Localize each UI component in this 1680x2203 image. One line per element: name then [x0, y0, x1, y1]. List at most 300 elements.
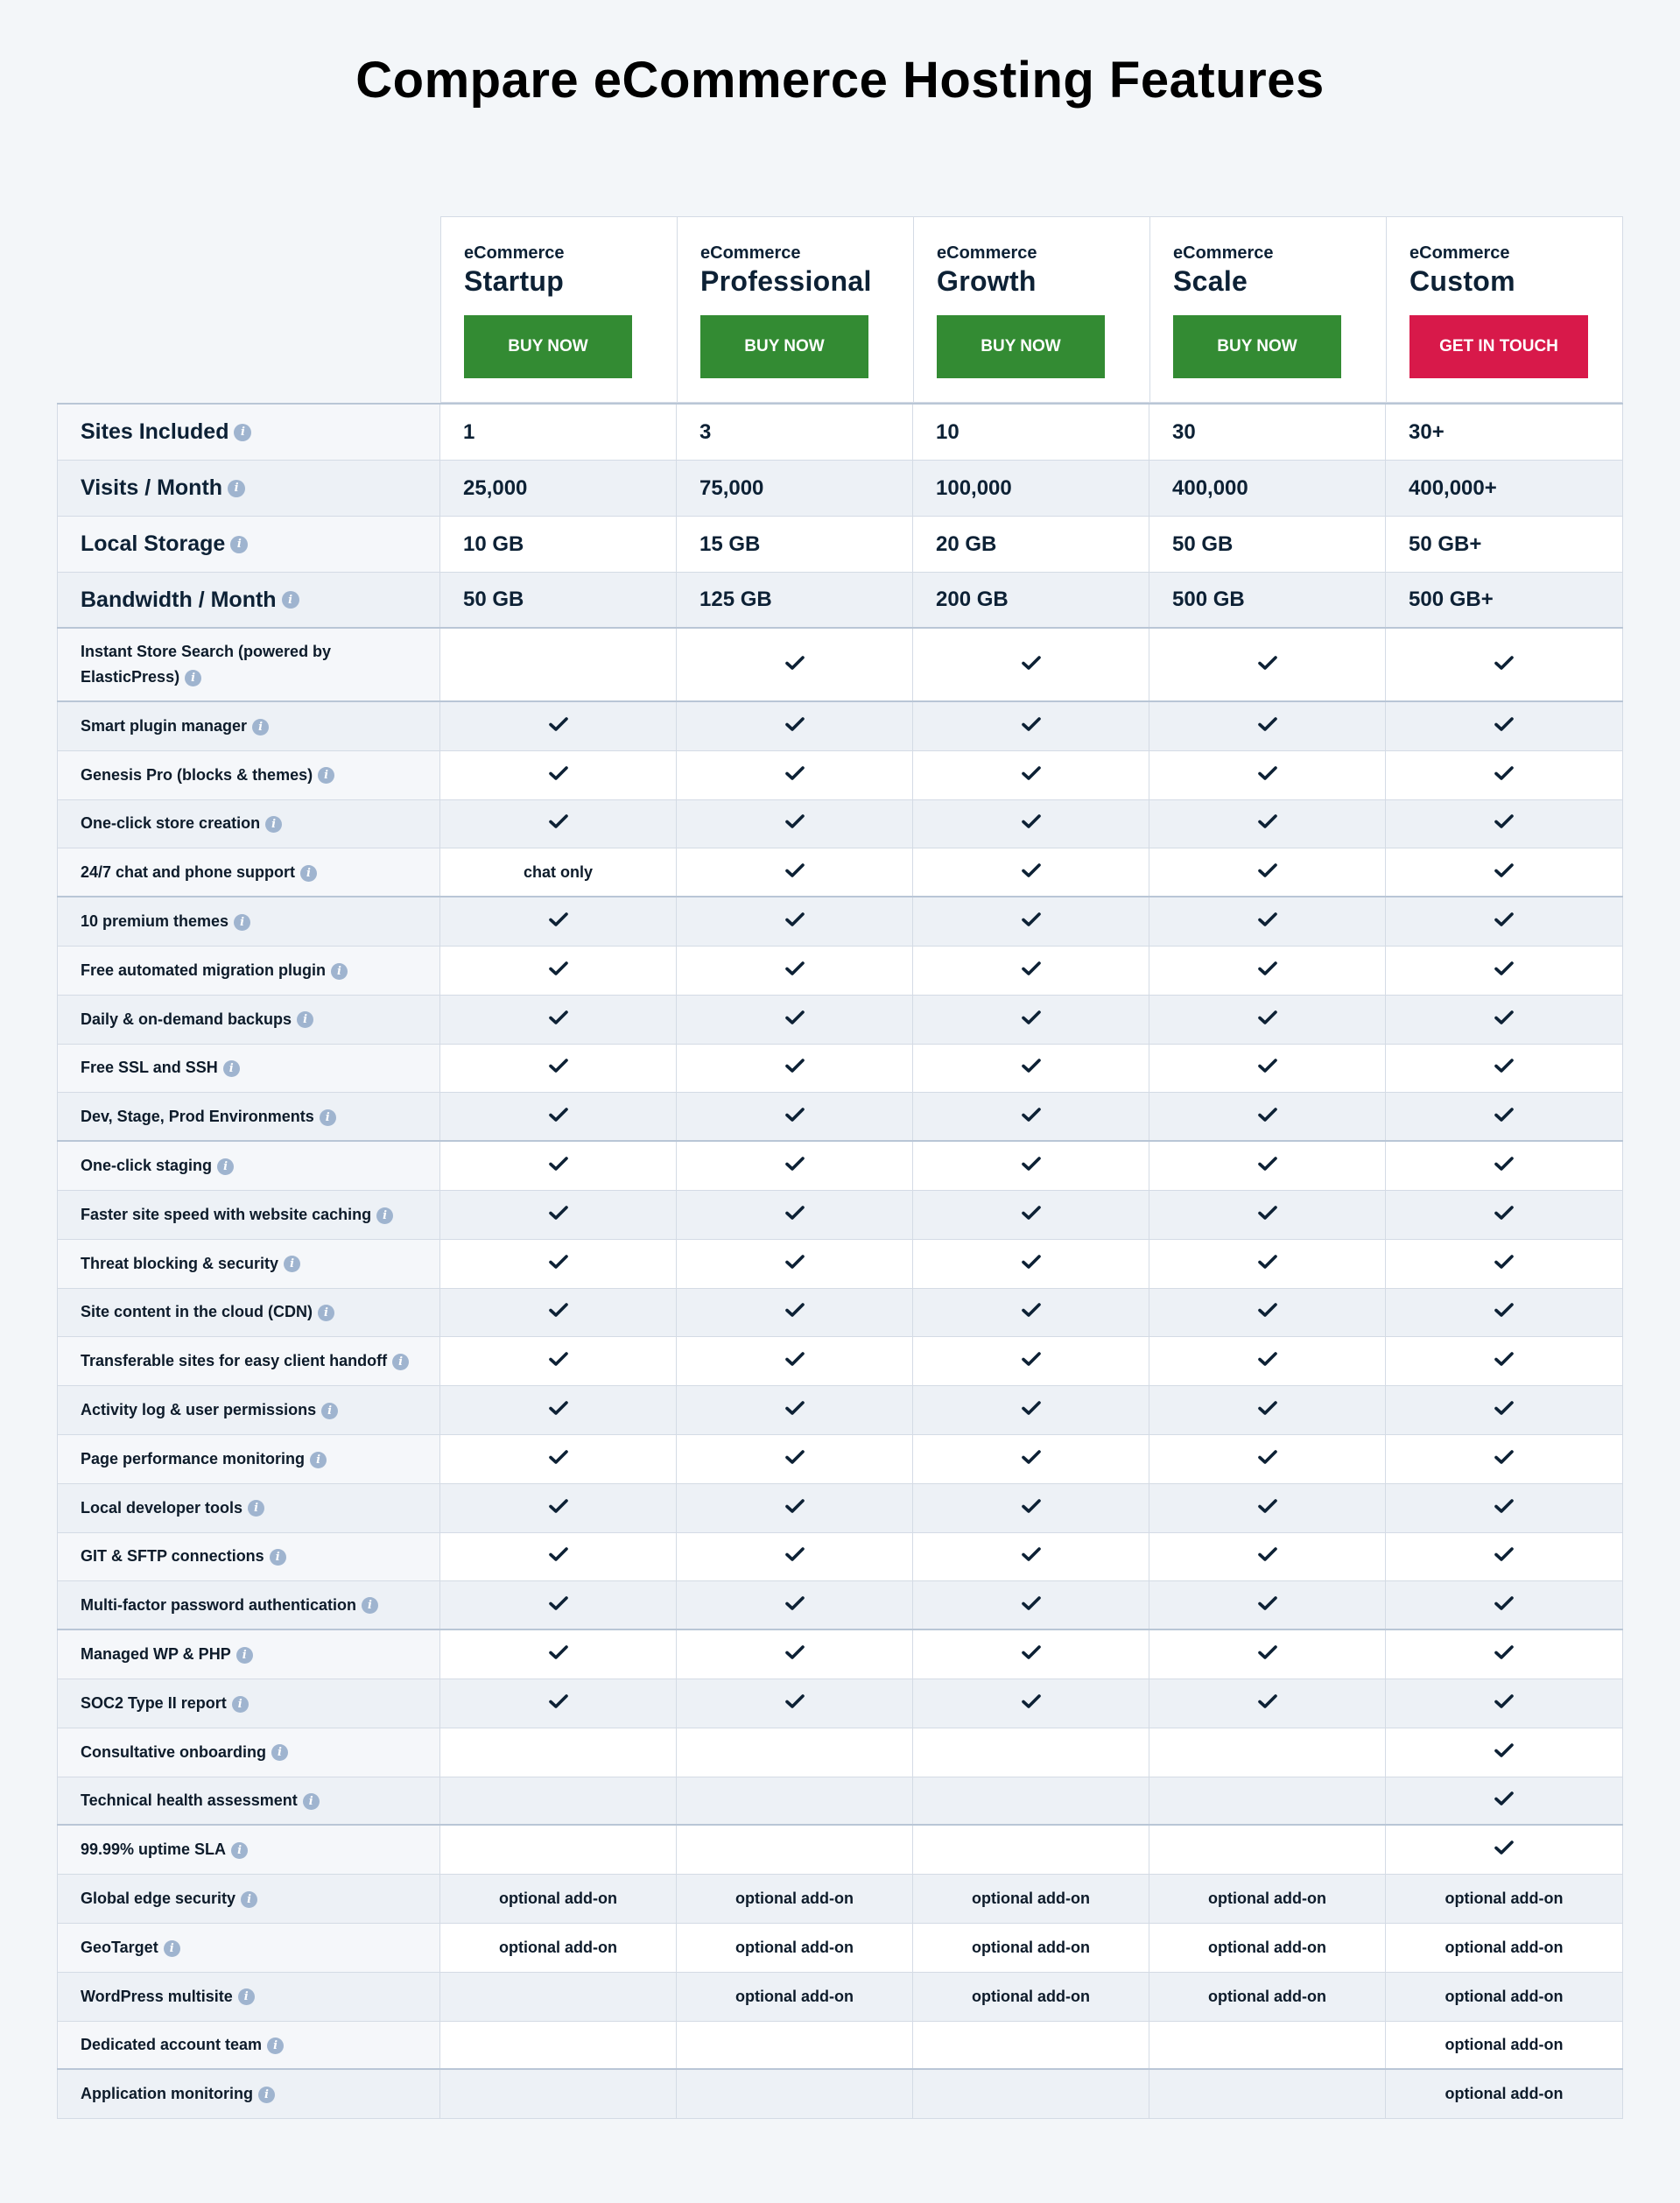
- table-cell: [913, 702, 1149, 750]
- row-label: [57, 1777, 440, 1825]
- info-icon[interactable]: i: [297, 1011, 313, 1028]
- plan-prefix: eCommerce: [1173, 243, 1274, 263]
- table-cell: [677, 1679, 913, 1728]
- info-icon[interactable]: i: [231, 1842, 248, 1859]
- info-icon[interactable]: i: [362, 1597, 378, 1614]
- row-label-text: Free automated migration plugin: [81, 961, 327, 979]
- checkmark-icon: [785, 1449, 805, 1469]
- row-label: [57, 2022, 440, 2069]
- table-cell: [1386, 2022, 1623, 2069]
- checkmark-icon: [1258, 1254, 1277, 1274]
- buy-now-button[interactable]: BUY NOW: [937, 315, 1105, 378]
- table-cell: [1386, 1630, 1623, 1679]
- info-icon[interactable]: i: [310, 1452, 327, 1468]
- row-label-text: One-click staging: [81, 1157, 213, 1175]
- table-cell: [1149, 2070, 1386, 2118]
- checkmark-icon: [549, 765, 568, 785]
- table-cell: [440, 2070, 677, 2118]
- table-cell: [1386, 1679, 1623, 1728]
- checkmark-icon: [1494, 862, 1514, 883]
- checkmark-icon: [1022, 1498, 1041, 1518]
- table-cell: [1386, 1581, 1623, 1629]
- table-cell: 10: [913, 405, 1149, 460]
- feature-row: [57, 1093, 1623, 1142]
- info-icon[interactable]: i: [185, 670, 201, 686]
- table-cell: 25,000: [440, 461, 677, 516]
- cell-text: optional add-on: [735, 1890, 854, 1908]
- row-label: [57, 1337, 440, 1385]
- table-cell: [440, 1045, 677, 1093]
- checkmark-icon: [785, 1058, 805, 1078]
- row-label: [57, 1826, 440, 1874]
- table-cell: [1386, 1045, 1623, 1093]
- table-cell: [677, 1240, 913, 1288]
- table-cell: [913, 1142, 1149, 1190]
- checkmark-icon: [1022, 1205, 1041, 1225]
- table-cell: [440, 1679, 677, 1728]
- row-label-text: Consultative onboarding: [81, 1742, 267, 1761]
- table-cell: [1149, 1435, 1386, 1483]
- table-cell: [440, 1924, 677, 1972]
- info-icon[interactable]: i: [318, 767, 334, 784]
- table-cell: [1149, 1924, 1386, 1972]
- row-label-text: 10 premium themes: [81, 912, 229, 931]
- row-label-text: Smart plugin manager: [81, 716, 248, 735]
- info-icon[interactable]: i: [376, 1207, 393, 1224]
- table-cell: [913, 1045, 1149, 1093]
- checkmark-icon: [549, 1498, 568, 1518]
- table-cell: [1386, 1826, 1623, 1874]
- table-cell: [440, 1826, 677, 1874]
- checkmark-icon: [1258, 716, 1277, 736]
- row-label: [57, 1630, 440, 1679]
- checkmark-icon: [1494, 1742, 1514, 1763]
- row-label: [57, 996, 440, 1044]
- table-cell: [677, 1924, 913, 1972]
- info-icon[interactable]: i: [238, 1988, 255, 2005]
- table-cell: [1386, 1777, 1623, 1825]
- table-cell: [913, 1728, 1149, 1777]
- info-icon[interactable]: i: [331, 963, 348, 980]
- table-cell: [1386, 1484, 1623, 1532]
- feature-row: [57, 1289, 1623, 1338]
- feature-row: [57, 1581, 1623, 1630]
- table-cell: [1149, 1728, 1386, 1777]
- cell-text: optional add-on: [1445, 1890, 1564, 1908]
- plan-name: Professional: [700, 265, 872, 297]
- row-label: [57, 629, 440, 700]
- info-icon[interactable]: i: [320, 1109, 336, 1126]
- cell-text: optional add-on: [972, 1890, 1090, 1908]
- checkmark-icon: [549, 1302, 568, 1322]
- table-cell: [1386, 1533, 1623, 1581]
- table-cell: [1149, 848, 1386, 896]
- row-label-text: Site content in the cloud (CDN): [81, 1303, 313, 1321]
- feature-row: [57, 996, 1623, 1045]
- checkmark-icon: [1494, 1546, 1514, 1566]
- table-cell: [440, 800, 677, 848]
- table-cell: [677, 1142, 913, 1190]
- table-cell: 75,000: [677, 461, 913, 516]
- table-cell: [677, 1630, 913, 1679]
- checkmark-icon: [1494, 1693, 1514, 1714]
- table-cell: [440, 751, 677, 799]
- table-cell: [1149, 1826, 1386, 1874]
- checkmark-icon: [1494, 1107, 1514, 1127]
- checkmark-icon: [1258, 1546, 1277, 1566]
- row-label: [57, 2070, 440, 2118]
- info-icon[interactable]: i: [284, 1256, 300, 1272]
- table-cell: [677, 897, 913, 946]
- checkmark-icon: [1022, 813, 1041, 834]
- checkmark-icon: [549, 1010, 568, 1030]
- cell-text: optional add-on: [735, 1987, 854, 2005]
- table-cell: 400,000+: [1386, 461, 1623, 516]
- info-icon[interactable]: i: [321, 1403, 338, 1419]
- checkmark-icon: [1022, 1302, 1041, 1322]
- table-cell: [677, 996, 913, 1044]
- row-label-text: SOC2 Type II report: [81, 1693, 227, 1712]
- table-cell: 100,000: [913, 461, 1149, 516]
- row-label: [57, 405, 440, 460]
- plan-name: Scale: [1173, 265, 1248, 297]
- row-label: [57, 800, 440, 848]
- checkmark-icon: [1022, 1546, 1041, 1566]
- checkmark-icon: [1258, 765, 1277, 785]
- table-cell: [913, 1924, 1149, 1972]
- info-icon[interactable]: i: [252, 719, 269, 736]
- table-cell: [1386, 1093, 1623, 1140]
- info-icon[interactable]: i: [236, 1647, 253, 1664]
- table-cell: [1386, 848, 1623, 896]
- row-label-text: Visits / Month: [81, 475, 223, 500]
- checkmark-icon: [1022, 655, 1041, 675]
- table-cell: [440, 897, 677, 946]
- cell-text: optional add-on: [1445, 2085, 1564, 2103]
- table-cell: [1386, 1386, 1623, 1434]
- table-cell: [1386, 1728, 1623, 1777]
- checkmark-icon: [549, 1546, 568, 1566]
- table-cell: [913, 1484, 1149, 1532]
- cell-text: optional add-on: [1208, 1890, 1326, 1908]
- cell-text: optional add-on: [1445, 1938, 1564, 1956]
- checkmark-icon: [785, 765, 805, 785]
- checkmark-icon: [549, 1254, 568, 1274]
- cell-text: optional add-on: [972, 1938, 1090, 1956]
- checkmark-icon: [549, 1644, 568, 1665]
- feature-row: [57, 2070, 1623, 2119]
- buy-now-button[interactable]: BUY NOW: [1173, 315, 1341, 378]
- checkmark-icon: [1494, 1791, 1514, 1811]
- table-cell: [440, 1875, 677, 1923]
- table-cell: [677, 1973, 913, 2021]
- table-cell: [1386, 1973, 1623, 2021]
- table-cell: [913, 1777, 1149, 1825]
- info-icon[interactable]: i: [318, 1305, 334, 1321]
- table-cell: [677, 629, 913, 700]
- table-cell: [440, 1973, 677, 2021]
- checkmark-icon: [785, 1498, 805, 1518]
- table-cell: [1386, 1289, 1623, 1337]
- table-cell: [677, 702, 913, 750]
- table-cell: [913, 996, 1149, 1044]
- table-cell: [913, 1191, 1149, 1239]
- table-cell: [913, 1533, 1149, 1581]
- row-label-text: Application monitoring: [81, 2085, 253, 2103]
- checkmark-icon: [1258, 655, 1277, 675]
- row-label-text: Transferable sites for easy client handoff: [81, 1352, 388, 1370]
- info-icon[interactable]: i: [258, 2087, 275, 2103]
- table-cell: [440, 1435, 677, 1483]
- table-cell: [1149, 1679, 1386, 1728]
- row-label-text: Dedicated account team: [81, 2035, 263, 2053]
- info-icon[interactable]: i: [234, 914, 250, 931]
- table-cell: [1386, 751, 1623, 799]
- row-label-text: Page performance monitoring: [81, 1449, 306, 1467]
- table-cell: [677, 1337, 913, 1385]
- checkmark-icon: [1258, 961, 1277, 981]
- table-cell: [913, 848, 1149, 896]
- checkmark-icon: [1258, 1351, 1277, 1371]
- feature-row: [57, 1728, 1623, 1777]
- table-cell: [440, 848, 677, 896]
- table-cell: [1386, 1435, 1623, 1483]
- checkmark-icon: [1022, 1351, 1041, 1371]
- info-icon[interactable]: i: [270, 1549, 286, 1566]
- info-icon[interactable]: i: [228, 480, 245, 497]
- row-label: [57, 1875, 440, 1923]
- checkmark-icon: [1258, 1693, 1277, 1714]
- feature-row: [57, 1142, 1623, 1191]
- checkmark-icon: [1258, 1058, 1277, 1078]
- info-icon[interactable]: i: [282, 591, 299, 609]
- checkmark-icon: [1494, 765, 1514, 785]
- feature-row: [57, 1777, 1623, 1826]
- row-label: [57, 947, 440, 995]
- info-icon[interactable]: i: [232, 1696, 249, 1713]
- checkmark-icon: [1258, 1644, 1277, 1665]
- table-cell: [1149, 629, 1386, 700]
- checkmark-icon: [1494, 1449, 1514, 1469]
- feature-row: [57, 1337, 1623, 1386]
- table-cell: 500 GB+: [1386, 573, 1623, 627]
- info-icon[interactable]: i: [223, 1060, 240, 1077]
- checkmark-icon: [1494, 1010, 1514, 1030]
- row-label: [57, 1386, 440, 1434]
- info-icon[interactable]: i: [217, 1158, 234, 1175]
- checkmark-icon: [1022, 716, 1041, 736]
- table-cell: [1149, 947, 1386, 995]
- plan-name: Startup: [464, 265, 565, 297]
- checkmark-icon: [1258, 1595, 1277, 1615]
- checkmark-icon: [785, 655, 805, 675]
- table-cell: [1149, 1191, 1386, 1239]
- row-label: [57, 1045, 440, 1093]
- cell-text: chat only: [523, 862, 593, 881]
- table-cell: [913, 1337, 1149, 1385]
- row-label: [57, 573, 440, 627]
- row-label-text: Bandwidth / Month: [81, 587, 277, 612]
- info-icon[interactable]: i: [300, 865, 317, 882]
- table-cell: 500 GB: [1149, 573, 1386, 627]
- table-cell: [913, 1093, 1149, 1140]
- checkmark-icon: [1022, 1058, 1041, 1078]
- checkmark-icon: [549, 1107, 568, 1127]
- plan-header-row: [57, 216, 1623, 403]
- plan-prefix: eCommerce: [464, 243, 565, 263]
- summary-row: [57, 517, 1623, 573]
- row-label: [57, 751, 440, 799]
- feature-row: [57, 751, 1623, 800]
- checkmark-icon: [785, 961, 805, 981]
- table-cell: [1386, 800, 1623, 848]
- table-cell: [1386, 1240, 1623, 1288]
- summary-row: [57, 573, 1623, 629]
- row-label: [57, 702, 440, 750]
- buy-now-button[interactable]: BUY NOW: [464, 315, 632, 378]
- info-icon[interactable]: i: [234, 424, 251, 441]
- checkmark-icon: [1258, 1107, 1277, 1127]
- info-icon[interactable]: i: [241, 1891, 257, 1908]
- checkmark-icon: [1494, 1840, 1514, 1860]
- checkmark-icon: [1494, 911, 1514, 932]
- plan-name: Custom: [1409, 265, 1515, 297]
- table-cell: [913, 1386, 1149, 1434]
- page-title: Compare eCommerce Hosting Features: [355, 52, 1325, 109]
- row-label: [57, 461, 440, 516]
- checkmark-icon: [549, 1351, 568, 1371]
- table-cell: 20 GB: [913, 517, 1149, 572]
- table-cell: [677, 2070, 913, 2118]
- table-cell: [440, 1289, 677, 1337]
- table-cell: 30: [1149, 405, 1386, 460]
- table-cell: [913, 2070, 1149, 2118]
- table-cell: [1149, 2022, 1386, 2069]
- table-cell: 1: [440, 405, 677, 460]
- row-label-text: Faster site speed with website caching: [81, 1205, 372, 1223]
- info-icon[interactable]: i: [267, 2038, 284, 2054]
- row-label-text: Global edge security: [81, 1890, 236, 1908]
- cell-text: optional add-on: [972, 1987, 1090, 2005]
- feature-row: [57, 848, 1623, 897]
- row-label-text: Managed WP & PHP: [81, 1645, 231, 1664]
- checkmark-icon: [1494, 961, 1514, 981]
- checkmark-icon: [1258, 862, 1277, 883]
- table-cell: [440, 1630, 677, 1679]
- checkmark-icon: [549, 1156, 568, 1176]
- row-label-text: Local developer tools: [81, 1498, 243, 1517]
- checkmark-icon: [1022, 1107, 1041, 1127]
- buy-now-button[interactable]: BUY NOW: [700, 315, 868, 378]
- table-cell: [1149, 1875, 1386, 1923]
- table-cell: [677, 1728, 913, 1777]
- table-cell: [1149, 1240, 1386, 1288]
- feature-row: [57, 1435, 1623, 1484]
- table-cell: [677, 1289, 913, 1337]
- plan-card-custom: [1386, 216, 1623, 403]
- checkmark-icon: [1022, 1693, 1041, 1714]
- checkmark-icon: [549, 1595, 568, 1615]
- info-icon[interactable]: i: [303, 1793, 320, 1810]
- checkmark-icon: [1022, 1595, 1041, 1615]
- row-label: [57, 1191, 440, 1239]
- checkmark-icon: [785, 1595, 805, 1615]
- table-cell: [1149, 1045, 1386, 1093]
- table-cell: [1149, 800, 1386, 848]
- table-cell: [440, 1142, 677, 1190]
- table-cell: [440, 702, 677, 750]
- plan-name: Growth: [937, 265, 1037, 297]
- row-label-text: 24/7 chat and phone support: [81, 862, 296, 881]
- checkmark-icon: [1022, 1644, 1041, 1665]
- info-icon[interactable]: i: [271, 1744, 288, 1761]
- table-cell: [913, 897, 1149, 946]
- table-cell: [440, 996, 677, 1044]
- row-label: [57, 1435, 440, 1483]
- table-cell: 400,000: [1149, 461, 1386, 516]
- feature-row: [57, 702, 1623, 751]
- table-cell: [1149, 1630, 1386, 1679]
- checkmark-icon: [549, 911, 568, 932]
- table-cell: [1149, 1386, 1386, 1434]
- table-cell: [1149, 1533, 1386, 1581]
- info-icon[interactable]: i: [164, 1940, 180, 1957]
- cell-text: optional add-on: [1208, 1938, 1326, 1956]
- table-cell: [677, 1045, 913, 1093]
- row-label: [57, 1093, 440, 1140]
- header-spacer: [57, 216, 440, 403]
- info-icon[interactable]: i: [230, 536, 248, 553]
- table-cell: [913, 2022, 1149, 2069]
- cell-text: optional add-on: [735, 1938, 854, 1956]
- table-cell: 3: [677, 405, 913, 460]
- table-cell: [440, 629, 677, 700]
- comparison-table: [57, 216, 1623, 2119]
- row-label-text: One-click store creation: [81, 814, 261, 833]
- table-cell: [677, 1191, 913, 1239]
- checkmark-icon: [1494, 1400, 1514, 1420]
- table-cell: [677, 1533, 913, 1581]
- table-cell: [1149, 1337, 1386, 1385]
- table-cell: [1386, 897, 1623, 946]
- checkmark-icon: [785, 1351, 805, 1371]
- get-in-touch-button[interactable]: GET IN TOUCH: [1409, 315, 1588, 378]
- table-cell: [913, 1679, 1149, 1728]
- info-icon[interactable]: i: [248, 1500, 264, 1517]
- checkmark-icon: [1258, 1400, 1277, 1420]
- info-icon[interactable]: i: [392, 1354, 409, 1370]
- table-cell: [913, 1240, 1149, 1288]
- feature-row: [57, 1826, 1623, 1875]
- table-cell: [440, 1484, 677, 1532]
- table-cell: [913, 1973, 1149, 2021]
- checkmark-icon: [785, 1302, 805, 1322]
- checkmark-icon: [1494, 1595, 1514, 1615]
- table-cell: 30+: [1386, 405, 1623, 460]
- plan-card-growth: [913, 216, 1149, 403]
- row-label: [57, 1679, 440, 1728]
- checkmark-icon: [549, 1449, 568, 1469]
- checkmark-icon: [1258, 813, 1277, 834]
- checkmark-icon: [1494, 1644, 1514, 1665]
- table-cell: [1149, 996, 1386, 1044]
- table-cell: [913, 1875, 1149, 1923]
- table-cell: [1386, 1191, 1623, 1239]
- feature-row: [57, 897, 1623, 947]
- checkmark-icon: [1494, 1498, 1514, 1518]
- info-icon[interactable]: i: [265, 816, 282, 833]
- feature-row: [57, 2022, 1623, 2071]
